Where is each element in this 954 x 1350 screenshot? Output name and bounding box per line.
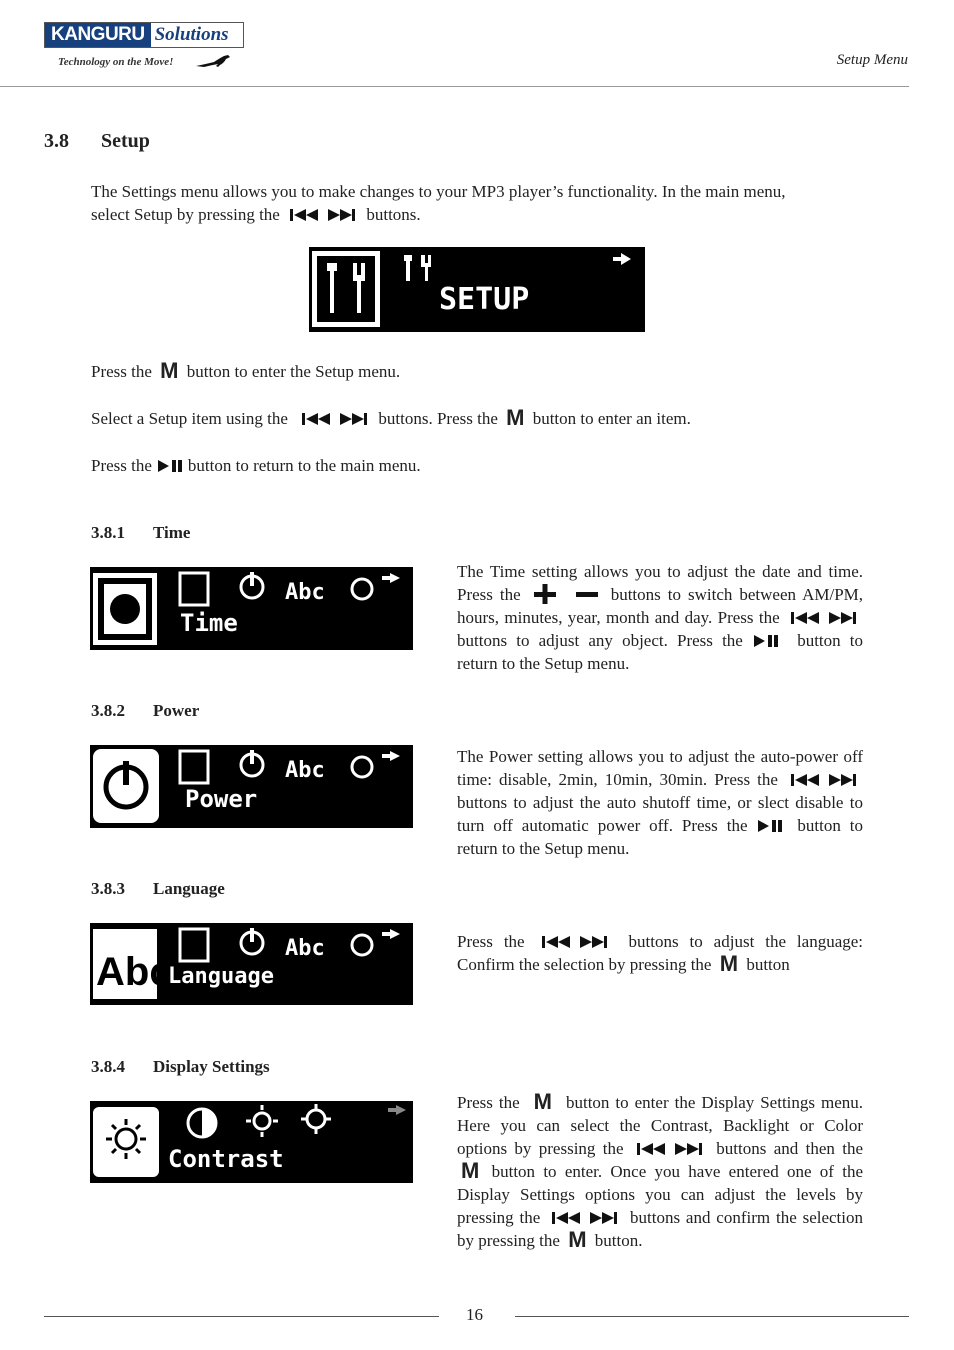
language-screen-label: Language: [168, 964, 274, 989]
enter-setup-instruction: [91, 360, 863, 383]
time-description: [457, 560, 863, 675]
language-t2: buttons to adjust the language: Confirm the selection by pressing the: [457, 932, 864, 974]
play-pause-icon: [156, 459, 184, 473]
power-screen-image: [90, 745, 413, 828]
time-t4: button to return to the Setup menu.: [457, 631, 864, 673]
subsection-title: Display Settings: [153, 1057, 270, 1076]
return-a: Press the: [91, 456, 152, 475]
subsection-number: 3.8.1: [91, 523, 125, 542]
language-t3: button: [746, 955, 790, 974]
svg-text:Abc: Abc: [285, 758, 325, 783]
enter-b: button to enter the Setup menu.: [186, 362, 401, 381]
intro-line2b: buttons.: [366, 205, 421, 224]
subsection-number: 3.8.2: [91, 701, 125, 720]
time-t1: The Time setting allows you to adjust the date and time. Press the: [457, 562, 863, 604]
subsection-heading-power: [91, 701, 199, 721]
play-pause-icon: [756, 819, 784, 833]
m-button-icon: M: [461, 1158, 480, 1183]
subsection-number: 3.8.4: [91, 1057, 125, 1076]
prev-next-icon: [789, 773, 859, 787]
section-number: 3.8: [44, 130, 69, 152]
display-t1: Press the: [457, 1093, 520, 1112]
subsection-title: Language: [153, 879, 225, 898]
m-button-icon: M: [160, 358, 179, 383]
time-screen-image: [90, 567, 413, 650]
subsection-title: Power: [153, 701, 200, 720]
power-screen-label: Power: [185, 785, 258, 813]
display-t5: buttons and confirm the selection by pressing the: [457, 1208, 864, 1250]
header-section-title: Setup Menu: [836, 52, 908, 68]
return-b: button to return to the main menu.: [187, 456, 421, 475]
display-screen-label: Contrast: [168, 1145, 284, 1173]
return-main-instruction: [91, 454, 863, 477]
power-t2: buttons to adjust the auto shutoff time, or slect disable to turn off automatic power off. Press the: [457, 793, 863, 835]
prev-next-icon: [300, 412, 370, 426]
prev-next-icon: [550, 1211, 620, 1225]
language-screen-image: [90, 923, 413, 1005]
svg-text:Abc: Abc: [285, 580, 325, 605]
setup-screen-image: [309, 247, 645, 332]
language-description: [457, 930, 863, 976]
display-screen-image: [90, 1101, 413, 1183]
select-b: buttons. Press the: [378, 409, 498, 428]
enter-a: Press the: [91, 362, 152, 381]
header-divider: [0, 86, 909, 87]
power-t1: The Power setting allows you to adjust the auto-power off time: disable, 2min, 10min, 30min. Press the: [457, 747, 863, 789]
display-t2: button to enter the Display Settings menu. Here you can select the Contrast, Backlight or Color options by pressing the: [457, 1093, 864, 1158]
intro-line1: The Settings menu allows you to make changes to your MP3 player’s functionality. In the main menu,: [91, 182, 786, 201]
power-t3: button to return to the Setup menu.: [457, 816, 864, 858]
intro-paragraph: [91, 180, 863, 226]
display-description: [457, 1091, 863, 1252]
page-number: 16: [466, 1305, 483, 1324]
display-t4: button to enter. Once you have entered one of the Display Settings options you can adjust the levels by pressing the: [457, 1162, 863, 1227]
svg-text:Abc: Abc: [285, 936, 325, 961]
subsection-number: 3.8.3: [91, 879, 125, 898]
m-button-icon: M: [719, 951, 739, 976]
section-heading: [44, 130, 150, 153]
logo-tagline: Technology on the Move!: [58, 56, 174, 68]
intro-line2a: select Setup by pressing the: [91, 205, 280, 224]
select-item-instruction: [91, 407, 863, 430]
m-button-icon: M: [533, 1089, 552, 1114]
time-screen-label: Time: [180, 609, 238, 637]
footer-line-right: [515, 1316, 909, 1317]
m-button-icon: M: [506, 405, 525, 430]
kanguru-logo: [44, 22, 246, 78]
setup-screen-label: SETUP: [439, 282, 530, 317]
select-a: Select a Setup item using the: [91, 409, 288, 428]
display-t3: buttons and then the: [716, 1139, 863, 1158]
time-t3: buttons to adjust any object. Press the: [457, 631, 743, 650]
logo-solutions: Solutions: [154, 24, 229, 45]
power-description: [457, 745, 863, 860]
section-title: Setup: [101, 130, 150, 152]
m-button-icon: M: [568, 1227, 587, 1252]
prev-next-icon: [635, 1142, 705, 1156]
svg-text:Abc: Abc: [96, 950, 172, 994]
language-t1: Press the: [457, 932, 525, 951]
select-c: button to enter an item.: [532, 409, 691, 428]
subsection-heading-time: [91, 523, 190, 543]
time-t2: buttons to switch between AM/PM, hours, minutes, year, month and day. Press the: [457, 585, 864, 627]
subsection-title: Time: [153, 523, 191, 542]
plus-minus-icon: [532, 584, 600, 604]
play-pause-icon: [752, 634, 780, 648]
prev-next-icon: [288, 208, 358, 222]
prev-next-icon: [789, 611, 859, 625]
footer-line-left: [44, 1316, 439, 1317]
display-t6: button.: [594, 1231, 643, 1250]
prev-next-icon: [540, 935, 610, 949]
kangaroo-icon: [194, 54, 234, 68]
logo-brand: KANGURU: [45, 23, 151, 47]
subsection-heading-display: [91, 1057, 270, 1077]
subsection-heading-language: [91, 879, 225, 899]
